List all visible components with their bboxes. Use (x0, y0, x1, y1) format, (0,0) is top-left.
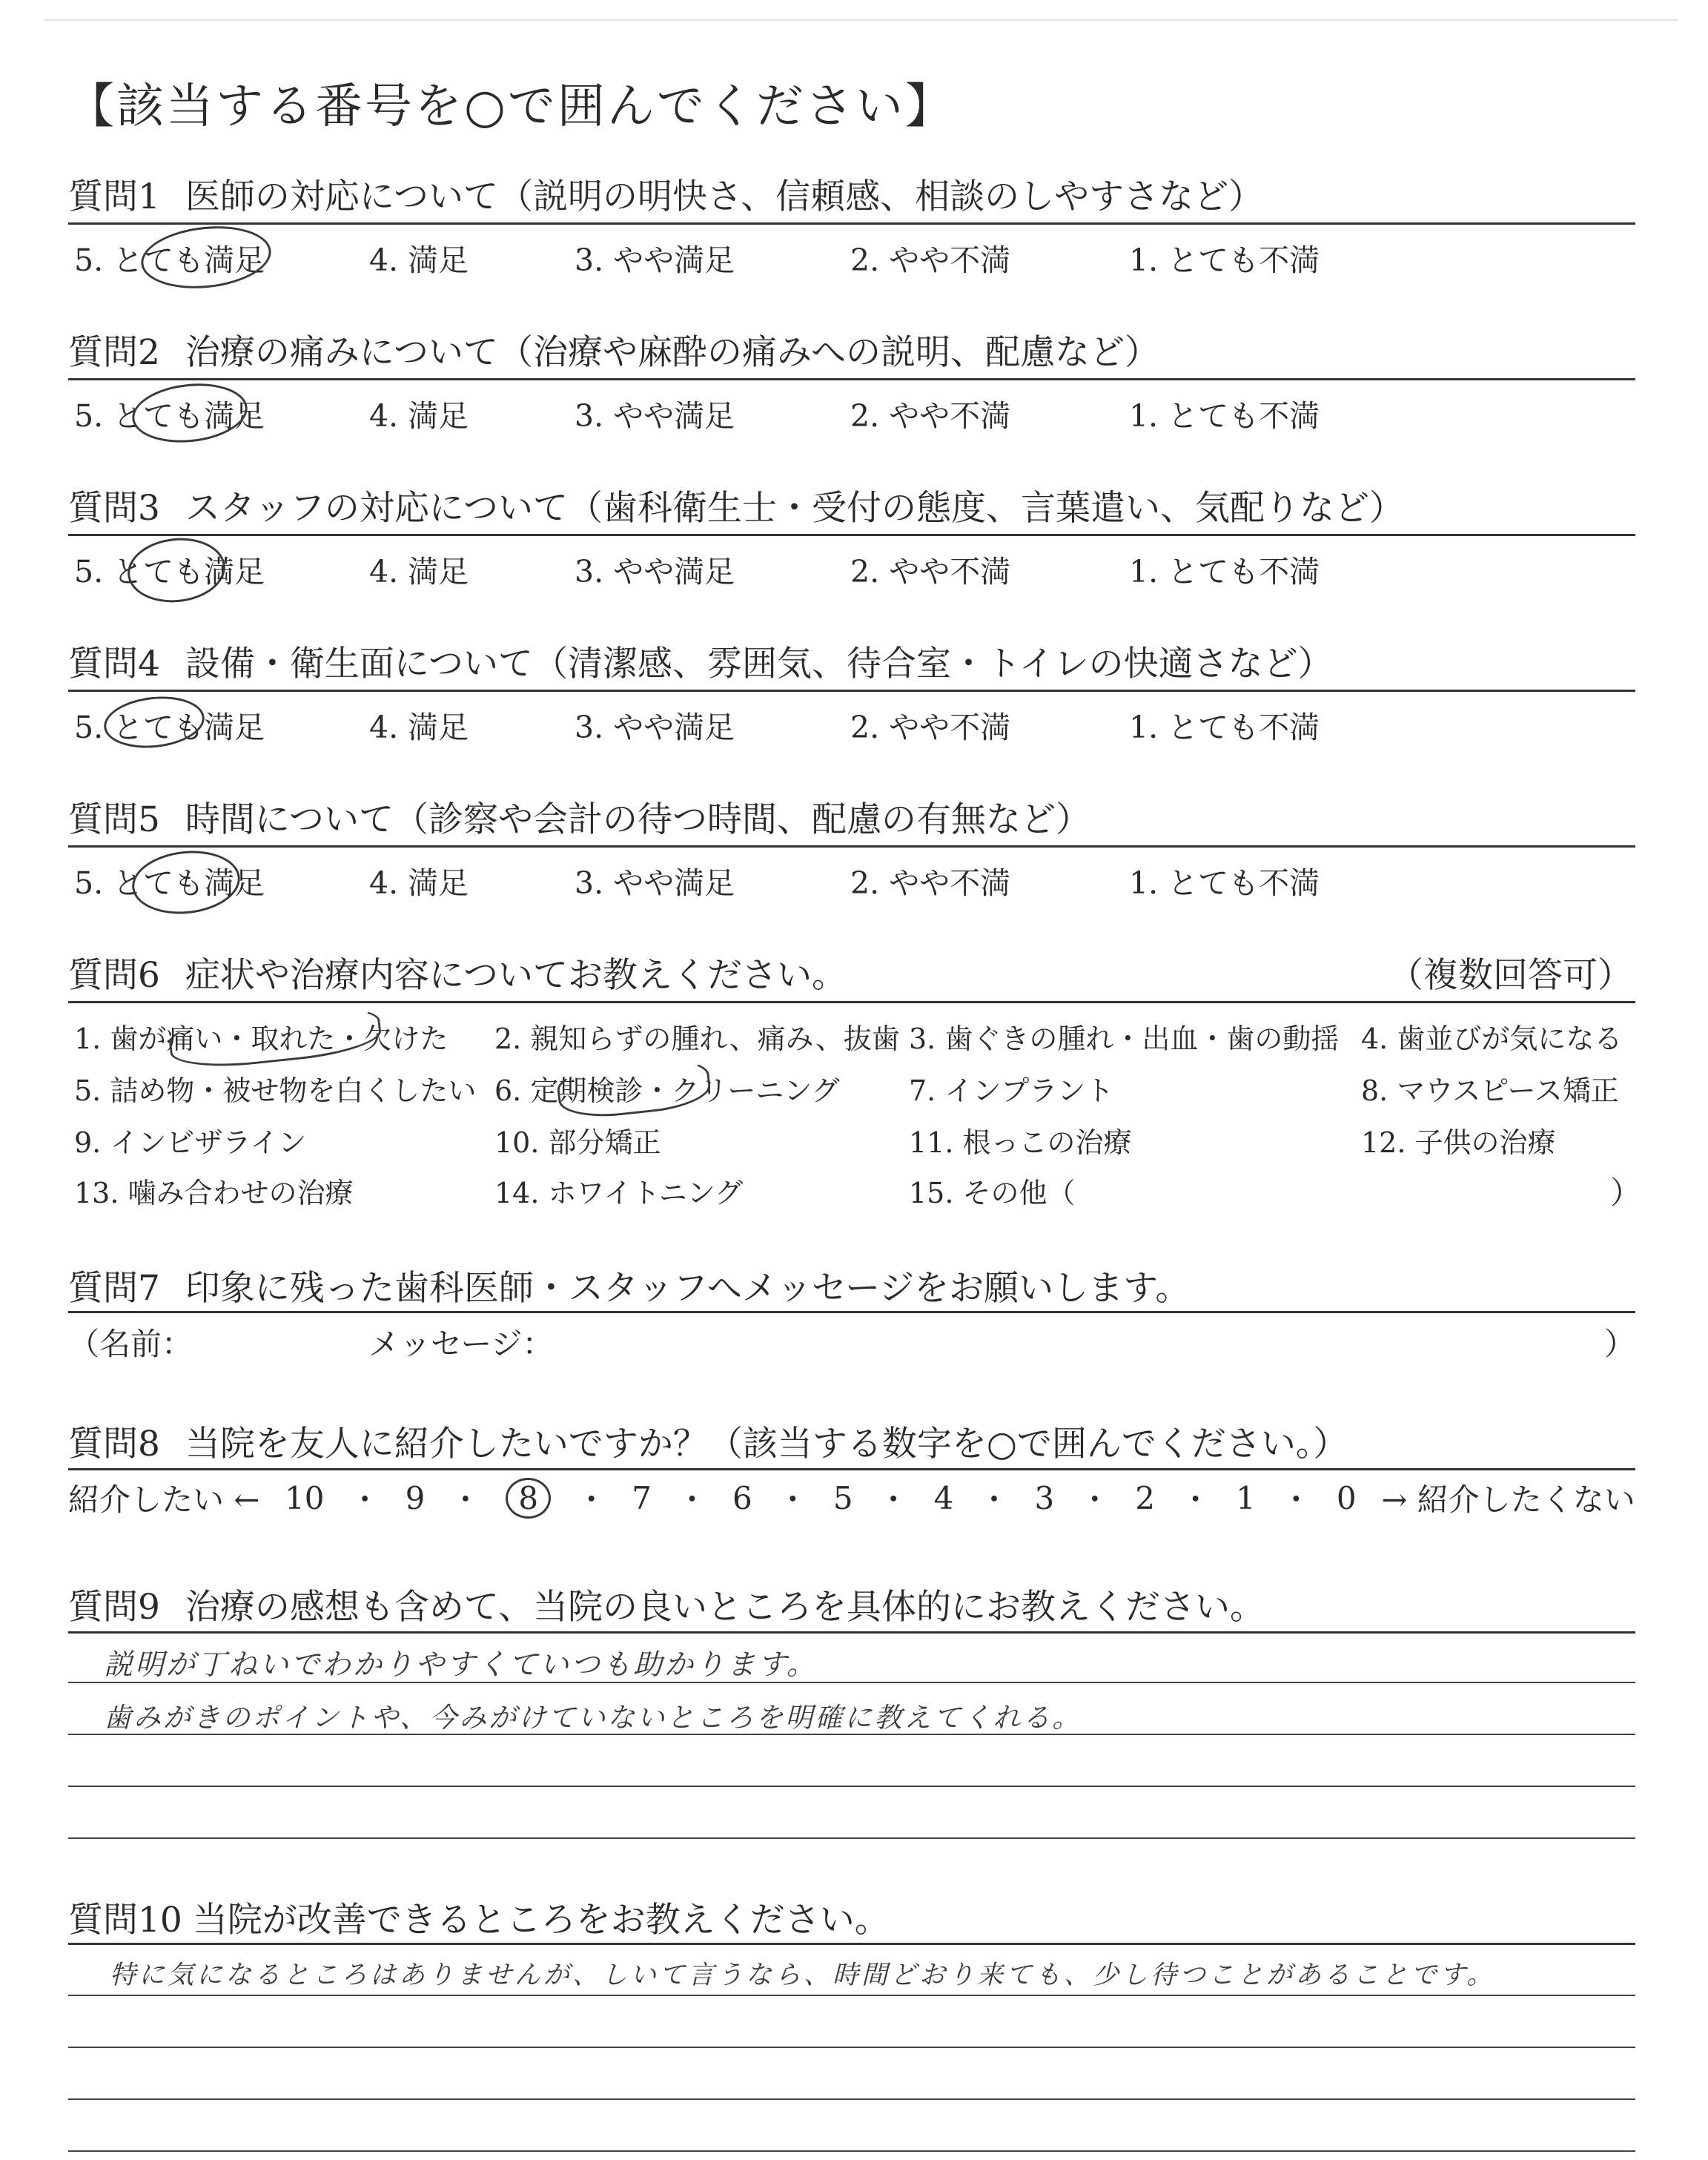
question-7-heading (68, 1261, 1190, 1310)
question-10-heading (68, 1892, 890, 1942)
handwritten-circle-mark (138, 220, 274, 294)
question-8-heading (68, 1416, 1348, 1466)
question-number: 質問8 (68, 1424, 160, 1464)
q6-option-8[interactable]: 8. マウスピース矯正 (1361, 1074, 1619, 1107)
question-6-rule (68, 1001, 1635, 1003)
q6-option-4[interactable]: 4. 歯並びが気になる (1361, 1023, 1623, 1055)
question-number: 質問10 (68, 1900, 182, 1941)
scale-right-label: → 紹介したくない (1381, 1482, 1635, 1518)
question-text: 設備・衛生面について（清潔感、雰囲気、待合室・トイレの快適さなど） (185, 644, 1333, 684)
form-instruction-title: 【該当する番号を○で囲んでください】 (67, 79, 955, 134)
scale-3[interactable]: 3 (1034, 1479, 1055, 1516)
q5-option-2[interactable]: 2. やや不満 (850, 865, 1011, 901)
question-4-rule (68, 690, 1635, 692)
scale-0[interactable]: 0 (1336, 1479, 1357, 1516)
scale-6[interactable]: 6 (732, 1479, 752, 1516)
handwritten-mark (555, 1054, 712, 1121)
question-text: 医師の対応について（説明の明快さ、信頼感、相談のしやすさなど） (185, 176, 1264, 217)
handwritten-answer-line: 歯みがきのポイントや、今みがけていないところを明確に教えてくれる。 (104, 1702, 1082, 1734)
scale-7[interactable]: 7 (632, 1479, 652, 1516)
q5-option-1[interactable]: 1. とても不満 (1129, 865, 1320, 901)
question-number: 質問6 (68, 955, 160, 996)
question-1-heading (68, 169, 1263, 219)
q1-option-5[interactable]: 5. とても満足 (74, 242, 265, 278)
recommendation-scale (68, 1476, 1635, 1520)
scale-dot: ・ (349, 1482, 381, 1518)
q6-other-close-paren: ） (1610, 1175, 1642, 1211)
handwritten-answer-line: 特に気になるところはありませんが、しいて言うなら、時間どおり来ても、少し待つことがあることです。 (110, 1961, 1496, 1990)
question-text: 当院を友人に紹介したいですか？（該当する数字を○で囲んでください。） (185, 1424, 1348, 1464)
question-10-rule (68, 1943, 1635, 1945)
question-number: 質問3 (68, 488, 160, 529)
question-4-heading (68, 636, 1333, 686)
scan-top-edge (44, 19, 1678, 21)
scale-dot: ・ (575, 1482, 607, 1518)
q2-option-1[interactable]: 1. とても不満 (1129, 398, 1320, 434)
q6-option-1[interactable]: 1. 歯が痛い・取れた・欠けた (74, 1023, 448, 1055)
scale-dot: ・ (676, 1482, 708, 1518)
scale-dot: ・ (777, 1482, 809, 1518)
handwritten-answer-line: 説明が丁ねいでわかりやすくていつも助かります。 (104, 1648, 818, 1682)
q2-option-5[interactable]: 5. とても満足 (74, 398, 265, 434)
answer-line (68, 1786, 1635, 1787)
scale-dot: ・ (449, 1482, 481, 1518)
handwritten-circle-mark (129, 378, 250, 448)
q6-option-5[interactable]: 5. 詰め物・被せ物を白くしたい (74, 1074, 477, 1107)
q4-option-1[interactable]: 1. とても不満 (1129, 710, 1320, 745)
q2-option-4[interactable]: 4. 満足 (369, 398, 469, 434)
scale-dot: ・ (1280, 1482, 1312, 1518)
answer-line (68, 2150, 1635, 2152)
question-text: 治療の痛みについて（治療や麻酔の痛みへの説明、配慮など） (185, 332, 1160, 373)
q6-option-7[interactable]: 7. インプラント (909, 1074, 1114, 1107)
q3-option-5[interactable]: 5. とても満足 (74, 554, 265, 589)
q3-option-1[interactable]: 1. とても不満 (1129, 554, 1320, 589)
question-6-heading (68, 948, 847, 997)
scale-dot: ・ (878, 1482, 910, 1518)
question-text: 症状や治療内容についてお教えください。 (185, 955, 847, 996)
scale-4[interactable]: 4 (933, 1479, 954, 1516)
q2-option-2[interactable]: 2. やや不満 (850, 398, 1011, 434)
answer-line (68, 2098, 1635, 2100)
q4-option-2[interactable]: 2. やや不満 (850, 710, 1011, 745)
question-number: 質問4 (68, 644, 160, 684)
answer-line (68, 1837, 1635, 1839)
q2-option-3[interactable]: 3. やや満足 (575, 398, 735, 434)
q5-option-3[interactable]: 3. やや満足 (575, 865, 735, 901)
scale-left-label: 紹介したい ← (68, 1482, 260, 1518)
q6-option-9[interactable]: 9. インビザライン (74, 1126, 307, 1159)
q6-option-13[interactable]: 13. 噛み合わせの治療 (74, 1177, 354, 1209)
question-1-rule (68, 222, 1635, 225)
handwritten-circle-mark (125, 533, 228, 607)
scale-9[interactable]: 9 (405, 1479, 426, 1516)
question-text: 当院が改善できるところをお教えください。 (192, 1900, 890, 1941)
question-9-heading (68, 1579, 1265, 1629)
q3-option-4[interactable]: 4. 満足 (369, 554, 469, 589)
q6-option-11[interactable]: 11. 根っこの治療 (909, 1126, 1132, 1159)
q6-option-12[interactable]: 12. 子供の治療 (1361, 1126, 1556, 1159)
q6-option-3[interactable]: 3. 歯ぐきの腫れ・出血・歯の動揺 (909, 1023, 1340, 1055)
question-number: 質問7 (68, 1268, 160, 1309)
q3-option-2[interactable]: 2. やや不満 (850, 554, 1011, 589)
question-7-rule (68, 1311, 1635, 1313)
question-5-heading (68, 792, 1090, 842)
handwritten-circle-mark (129, 846, 243, 919)
q4-option-4[interactable]: 4. 満足 (369, 710, 469, 745)
question-3-heading (68, 480, 1404, 530)
q6-option-10[interactable]: 10. 部分矯正 (494, 1126, 661, 1159)
scale-8[interactable]: 8 (506, 1478, 551, 1519)
scale-1[interactable]: 1 (1236, 1479, 1256, 1516)
q6-option-2[interactable]: 2. 親知らずの腫れ、痛み、抜歯 (494, 1023, 900, 1055)
q6-option-15[interactable]: 15. その他（ (909, 1177, 1076, 1209)
q6-option-6[interactable]: 6. 定期検診・クリーニング (494, 1074, 840, 1107)
question-5-rule (68, 845, 1635, 848)
q1-option-1[interactable]: 1. とても不満 (1129, 242, 1320, 278)
message-label: メッセージ： (368, 1326, 554, 1362)
q4-option-3[interactable]: 3. やや満足 (575, 710, 735, 745)
q1-option-3[interactable]: 3. やや満足 (575, 242, 735, 278)
scale-2[interactable]: 2 (1135, 1479, 1156, 1516)
scale-dot: ・ (1079, 1482, 1110, 1518)
answer-line (68, 2047, 1635, 2048)
name-label: （名前： (68, 1326, 193, 1362)
q6-option-14[interactable]: 14. ホワイトニング (494, 1177, 744, 1209)
handwritten-mark (167, 1000, 383, 1073)
question-text: スタッフの対応について（歯科衛生士・受付の態度、言葉遣い、気配りなど） (185, 488, 1404, 529)
answer-line (68, 1995, 1635, 1996)
question-number: 質問1 (68, 176, 160, 217)
message-close-paren: ） (1603, 1326, 1635, 1362)
question-text: 時間について（診察や会計の待つ時間、配慮の有無など） (185, 799, 1090, 840)
answer-line (68, 1734, 1635, 1735)
scale-dot: ・ (978, 1482, 1010, 1518)
scale-5[interactable]: 5 (833, 1479, 853, 1516)
question-8-rule (68, 1468, 1635, 1470)
question-text: 印象に残った歯科医師・スタッフへメッセージをお願いします。 (185, 1268, 1191, 1309)
question-3-rule (68, 534, 1635, 536)
q5-option-4[interactable]: 4. 満足 (369, 865, 469, 901)
scale-10[interactable]: 10 (285, 1479, 325, 1516)
answer-line (68, 1682, 1635, 1683)
multiple-answer-note: （複数回答可） (1388, 955, 1632, 996)
scale-dot: ・ (1179, 1482, 1211, 1518)
question-2-rule (68, 378, 1635, 380)
question-9-rule (68, 1631, 1635, 1634)
q1-option-4[interactable]: 4. 満足 (369, 242, 469, 278)
q4-option-5[interactable]: 5. とても満足 (74, 710, 265, 745)
question-text: 治療の感想も含めて、当院の良いところを具体的にお教えください。 (185, 1587, 1265, 1628)
q5-option-5[interactable]: 5. とても満足 (74, 865, 265, 901)
question-number: 質問2 (68, 332, 160, 373)
question-number: 質問9 (68, 1587, 160, 1628)
question-number: 質問5 (68, 799, 160, 840)
question-2-heading (68, 325, 1159, 374)
q3-option-3[interactable]: 3. やや満足 (575, 554, 735, 589)
q1-option-2[interactable]: 2. やや不満 (850, 242, 1011, 278)
